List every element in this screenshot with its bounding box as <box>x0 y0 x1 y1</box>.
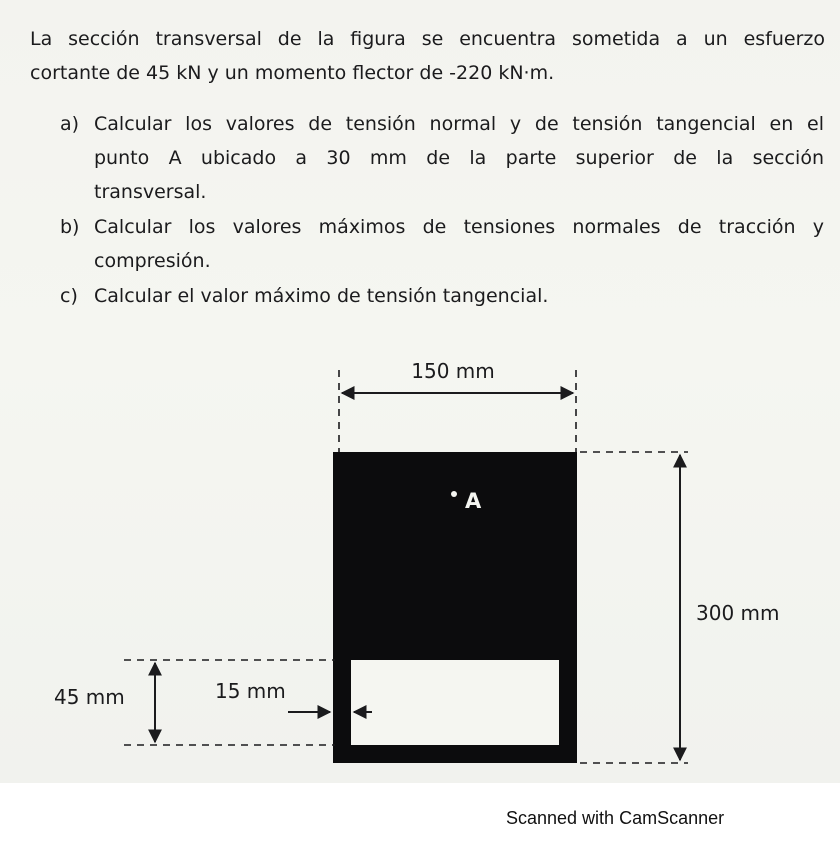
point-a-label: A <box>465 489 482 513</box>
item-a-line-1: Calcular los valores de tensión normal y de tensión tangencial en el <box>94 113 824 135</box>
cross-section-hole <box>351 660 559 745</box>
item-b-line-2: compresión. <box>94 250 211 272</box>
problem-intro-line-2: cortante de 45 kN y un momento flector de -220 kN·m. <box>30 62 555 84</box>
hole-height-label: 45 mm <box>54 685 125 709</box>
cross-section-figure <box>0 340 840 783</box>
width-dimension-label: 150 mm <box>411 359 495 383</box>
problem-intro-line-1: La sección transversal de la figura se encuentra sometida a un esfuerzo <box>30 28 825 50</box>
item-c-label: c) <box>60 285 78 307</box>
height-dimension-label: 300 mm <box>696 601 780 625</box>
item-c-line-1: Calcular el valor máximo de tensión tangencial. <box>94 285 549 307</box>
item-a-line-2: punto A ubicado a 30 mm de la parte superior de la sección <box>94 147 824 169</box>
camscanner-watermark: Scanned with CamScanner <box>506 808 725 828</box>
wall-thickness-label: 15 mm <box>215 679 286 703</box>
item-b-label: b) <box>60 216 80 238</box>
point-a-marker <box>451 491 457 497</box>
item-a-line-3: transversal. <box>94 181 207 203</box>
item-a-label: a) <box>60 113 80 135</box>
item-b-line-1: Calcular los valores máximos de tensiones normales de tracción y <box>94 216 824 238</box>
